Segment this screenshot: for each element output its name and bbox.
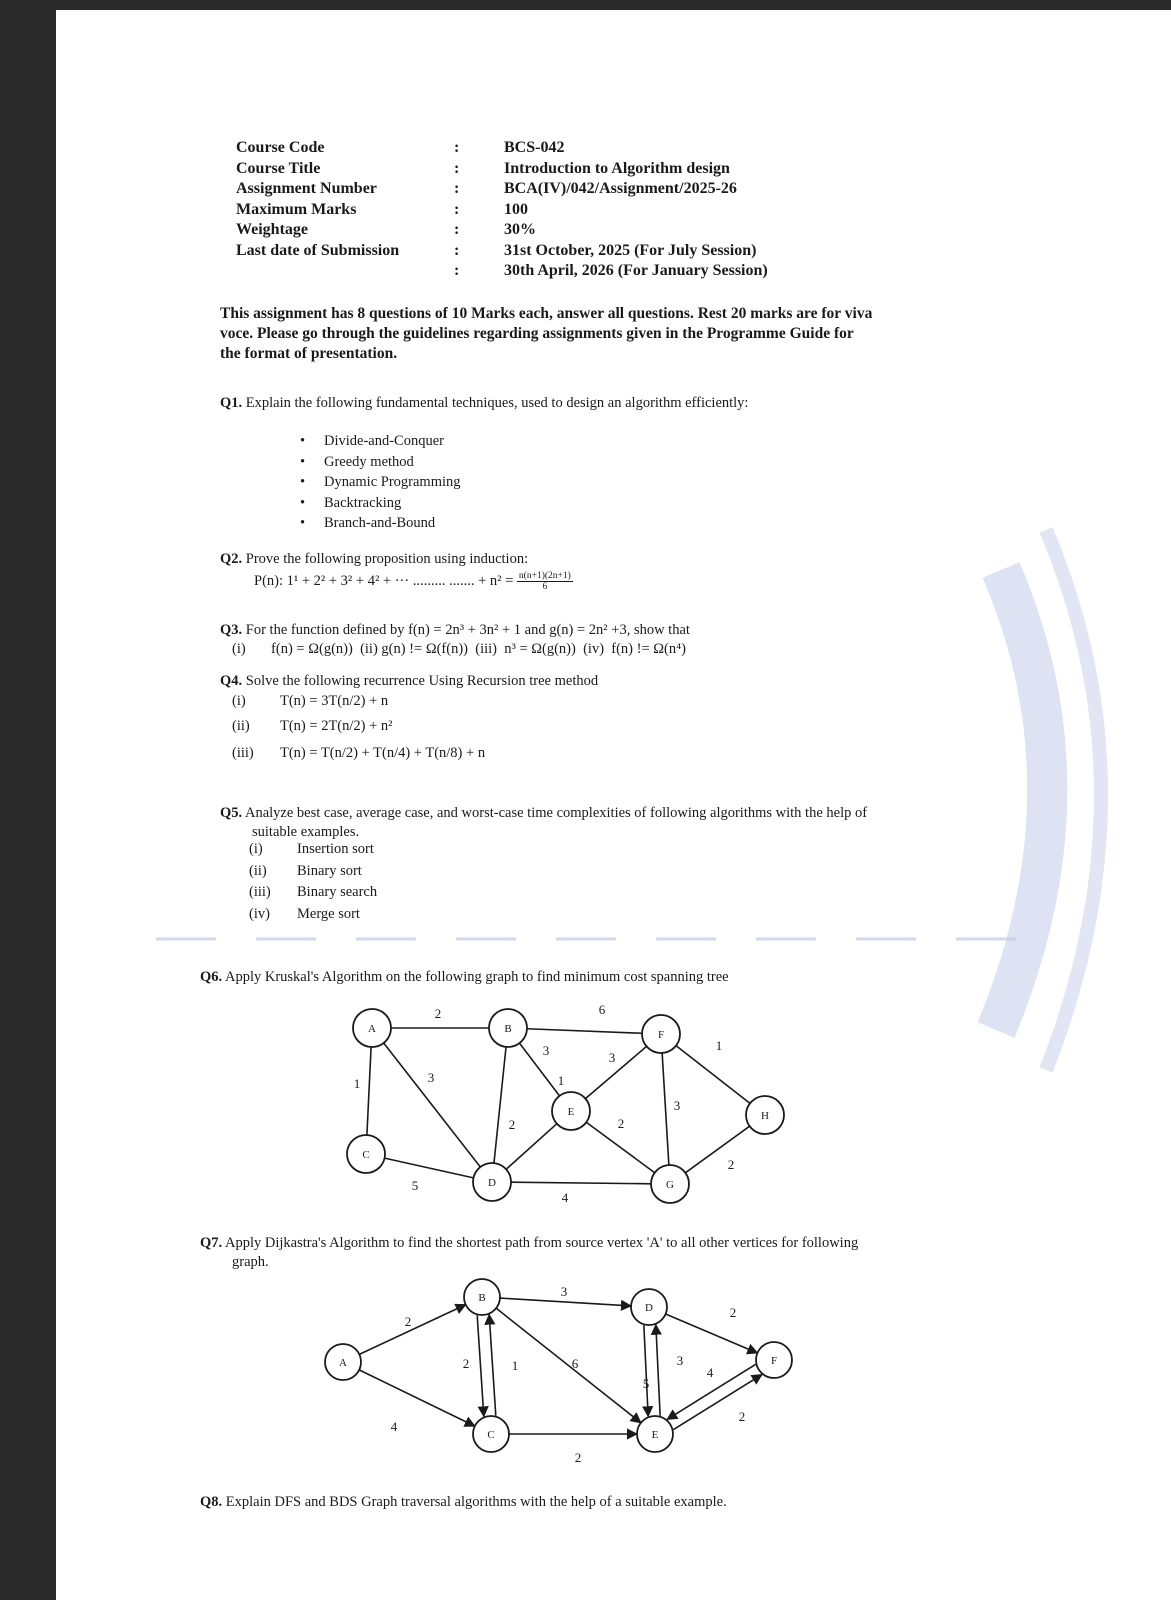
- header-label: Maximum Marks: [236, 200, 357, 218]
- dijkstra-graph: [56, 10, 1171, 1600]
- question-label: Q6.: [200, 969, 223, 985]
- question-label: Q5.: [220, 805, 243, 821]
- question-text: Explain DFS and BDS Graph traversal algorithms with the help of a suitable example.: [225, 1494, 727, 1510]
- edge-weight-label: 1: [557, 1073, 565, 1088]
- question-8: [200, 1493, 727, 1512]
- header-colon: :: [454, 159, 460, 177]
- node-label: E: [567, 1106, 575, 1118]
- node-label: E: [651, 1429, 659, 1441]
- node-label: B: [478, 1292, 486, 1304]
- edge-weight-label: 5: [642, 1376, 650, 1391]
- list-item: (i) Insertion sort: [249, 841, 374, 857]
- list-item: (iii) T(n) = T(n/2) + T(n/4) + T(n/8) + n: [232, 745, 486, 761]
- edge-weight-label: 3: [673, 1098, 681, 1113]
- header-colon: :: [454, 262, 460, 279]
- question-text: Explain the following fundamental techniques, used to design an algorithm efficiently:: [245, 395, 749, 411]
- intro-line: voce. Please go through the guidelines regarding assignments given in the Programme Guide for: [220, 325, 854, 342]
- edge-weight-label: 1: [353, 1076, 361, 1091]
- question-label: Q2.: [220, 551, 243, 567]
- node-label: F: [770, 1355, 778, 1367]
- question-text: graph.: [232, 1254, 269, 1270]
- graph-edge-C-B: [489, 1315, 496, 1416]
- edge-weight-label: 2: [617, 1116, 625, 1131]
- document-page: [56, 10, 1171, 1600]
- header-colon: :: [454, 221, 460, 238]
- node-label: D: [645, 1302, 653, 1314]
- header-colon: :: [454, 241, 460, 259]
- list-item: (ii) T(n) = 2T(n/2) + n²: [232, 718, 393, 734]
- node-label: A: [368, 1023, 376, 1035]
- header-value: BCS-042: [504, 139, 565, 156]
- edge-weight-label: 3: [427, 1070, 435, 1085]
- edge-weight-label: 2: [404, 1314, 412, 1329]
- graph-edge-A-C: [359, 1370, 475, 1426]
- graph-edge-D-F: [666, 1314, 758, 1353]
- intro-line: This assignment has 8 questions of 10 Marks each, answer all questions. Rest 20 marks are for viva: [220, 305, 873, 322]
- graph-edge-D-E: [644, 1325, 648, 1416]
- graph-edge-E-D: [656, 1325, 660, 1416]
- question-text: suitable examples.: [252, 824, 360, 840]
- header-label: Assignment Number: [236, 180, 377, 197]
- question-text: Apply Dijkastra's Algorithm to find the shortest path from source vertex 'A' to all other vertices for following: [224, 1235, 859, 1251]
- edge-weight-label: 4: [561, 1190, 569, 1205]
- edge-weight-label: 6: [571, 1356, 579, 1371]
- edge-weight-label: 4: [706, 1365, 714, 1380]
- header-value: 30%: [504, 221, 536, 238]
- graph-edge-E-F: [673, 1375, 761, 1430]
- edge-weight-label: 3: [676, 1353, 684, 1368]
- question-label: Q4.: [220, 673, 243, 689]
- question-text: Prove the following proposition using induction:: [245, 551, 529, 567]
- fraction-denominator: 6: [542, 582, 548, 592]
- header-value: BCA(IV)/042/Assignment/2025-26: [504, 180, 737, 197]
- question-text: Apply Kruskal's Algorithm on the following graph to find minimum cost spanning tree: [224, 969, 729, 985]
- edge-weight-label: 5: [411, 1178, 419, 1193]
- node-label: B: [504, 1023, 512, 1035]
- edge-weight-label: 2: [729, 1305, 737, 1320]
- edge-weight-label: 2: [738, 1409, 746, 1424]
- graph-edge-B-C: [477, 1315, 484, 1416]
- node-label: G: [666, 1179, 674, 1191]
- edge-weight-label: 2: [574, 1450, 582, 1465]
- edge-weight-label: 3: [560, 1284, 568, 1299]
- header-label: Course Code: [236, 139, 325, 156]
- edge-weight-label: 6: [598, 1002, 606, 1017]
- edge-weight-label: 2: [434, 1006, 442, 1021]
- intro-line: the format of presentation.: [220, 345, 398, 362]
- edge-weight-label: 4: [390, 1419, 398, 1434]
- header-label: Last date of Submission: [236, 241, 400, 259]
- header-colon: :: [454, 180, 460, 197]
- node-label: C: [487, 1429, 495, 1441]
- question-label: Q3.: [220, 622, 243, 638]
- fraction-numerator: n(n+1)(2n+1): [518, 571, 571, 581]
- q3-parts: (i) f(n) = Ω(g(n)) (ii) g(n) != Ω(f(n)) (iii) n³ = Ω(g(n)) (iv) f(n) != Ω(n⁴): [232, 641, 687, 657]
- graph-edge-A-B: [359, 1305, 465, 1355]
- list-item: (iv) Merge sort: [249, 905, 360, 922]
- list-item: (ii) Binary sort: [249, 862, 362, 879]
- question-label: Q7.: [200, 1235, 223, 1251]
- question-label: Q8.: [200, 1494, 223, 1510]
- edge-weight-label: 2: [727, 1157, 735, 1172]
- edge-weight-label: 3: [608, 1050, 616, 1065]
- list-item: • Divide-and-Conquer: [300, 433, 444, 449]
- header-label: Weightage: [236, 221, 308, 238]
- question-text: Solve the following recurrence Using Recursion tree method: [245, 673, 599, 689]
- header-label: Course Title: [236, 159, 321, 177]
- node-label: F: [657, 1029, 665, 1041]
- node-label: A: [339, 1357, 347, 1369]
- edge-weight-label: 1: [715, 1038, 723, 1053]
- list-item: • Greedy method: [300, 453, 414, 470]
- header-value: 31st October, 2025 (For July Session): [504, 241, 757, 259]
- header-value: 100: [504, 200, 528, 218]
- node-label: D: [488, 1177, 496, 1189]
- edge-weight-label: 2: [508, 1117, 516, 1132]
- list-item: • Branch-and-Bound: [300, 515, 436, 531]
- header-colon: :: [454, 200, 460, 218]
- edge-weight-label: 1: [511, 1358, 519, 1373]
- edge-weight-label: 2: [462, 1356, 470, 1371]
- list-item: (iii) Binary search: [249, 884, 378, 900]
- question-label: Q1.: [220, 395, 243, 411]
- list-item: (i) T(n) = 3T(n/2) + n: [232, 693, 389, 709]
- node-label: C: [362, 1149, 370, 1161]
- node-label: H: [761, 1110, 769, 1122]
- graph-edge-B-D: [500, 1298, 631, 1306]
- header-colon: :: [454, 139, 460, 156]
- question-text: For the function defined by f(n) = 2n³ + 3n² + 1 and g(n) = 2n² +3, show that: [245, 622, 690, 638]
- question-text: Analyze best case, average case, and worst-case time complexities of following algorithms with the help of: [244, 805, 868, 821]
- formula-left: P(n): 1¹ + 2² + 3² + 4² + ··· ......... ....... + n² =: [254, 572, 517, 589]
- edge-weight-label: 3: [542, 1043, 550, 1058]
- header-value: Introduction to Algorithm design: [504, 159, 730, 177]
- list-item: • Dynamic Programming: [300, 474, 461, 490]
- header-value: 30th April, 2026 (For January Session): [504, 262, 768, 279]
- list-item: • Backtracking: [300, 494, 402, 511]
